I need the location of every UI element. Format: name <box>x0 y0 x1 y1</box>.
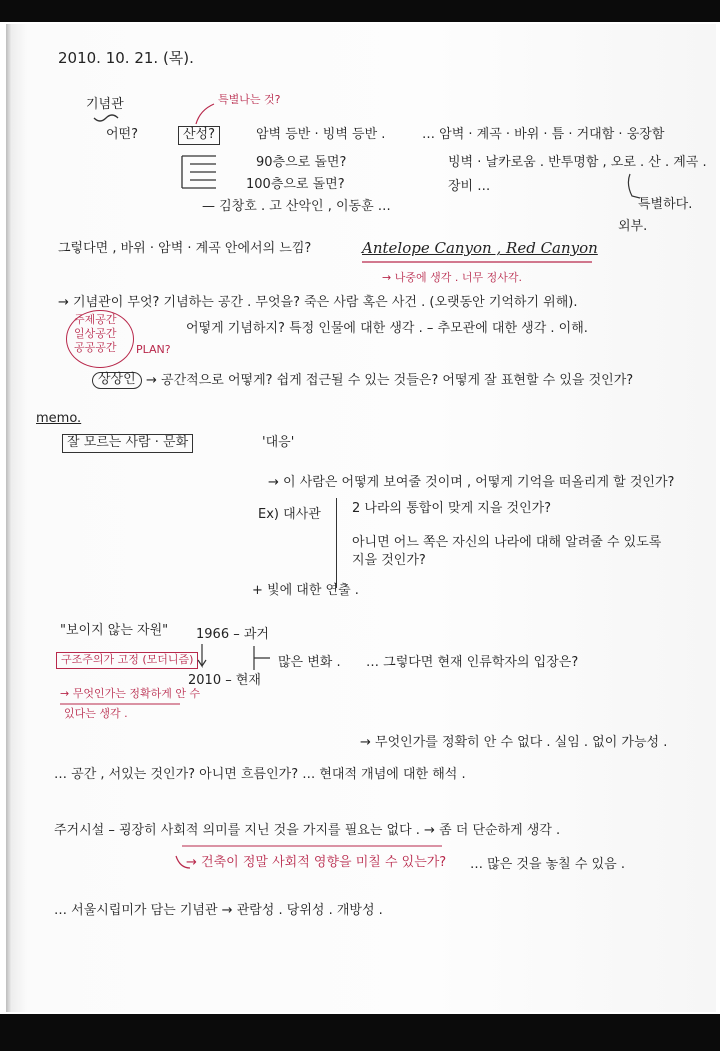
person-question: → 이 사람은 어떻게 보여줄 것이며 , 어떻게 기억을 떠올리게 할 것인가? <box>268 475 675 490</box>
sanseo-box: 산성? <box>178 126 220 145</box>
year-1966: 1966 – 과거 <box>196 627 269 642</box>
memo-heading: memo. <box>36 411 82 426</box>
list-right-line: … 암벽 · 계곡 · 바위 · 틈 · 거대함 · 웅장함 <box>422 127 665 142</box>
then-question: … 그렇다면 현재 인류학자의 입장은? <box>366 655 579 670</box>
paren-note: '대응' <box>262 435 295 450</box>
ex-line: 아니면 어느 쪽은 자신의 나라에 대해 알려줄 수 있도록 <box>352 535 662 550</box>
conclusion-line: → 무엇인가를 정확히 안 수 없다 . 실임 . 없이 가능성 . <box>360 735 668 750</box>
list-left-item: 100층으로 돌면? <box>246 177 345 192</box>
jugeo-line: 주거시설 – 굉장히 사회적 의미를 지닌 것을 가지를 필요는 없다 . → 좀 더 단순하게 생각 . <box>54 823 561 838</box>
jugeo-red-line: → 건축이 정말 사회적 영향을 미칠 수 있는가? <box>186 855 447 870</box>
special-note: 특별하다. <box>638 197 693 212</box>
notebook-page <box>6 24 716 1012</box>
space-question: → 공간적으로 어떻게? 쉽게 접근될 수 있는 것들은? 어떻게 잘 표현할 수 있을 것인가? <box>146 373 634 388</box>
eotteon-label: 어떤? <box>106 127 139 142</box>
ex-line: 지을 것인가? <box>352 553 426 568</box>
red-note-structuralism: 구조주의가 고정 (모더니즘) <box>56 652 198 669</box>
boxed-people-culture: 잘 모르는 사람 · 문화 <box>62 434 193 453</box>
red-note-line: → 무엇인가는 정확하게 안 수 <box>60 687 201 700</box>
ex-line: 2 나라의 통합이 맞게 지을 것인가? <box>352 501 552 516</box>
top-frame-bar <box>0 0 720 22</box>
list-right-line: 장비 … <box>448 179 491 194</box>
bottom-frame-bar <box>0 1014 720 1051</box>
year-2010: 2010 – 현재 <box>188 673 261 688</box>
antelope-title: Antelope Canyon , Red Canyon <box>362 239 598 257</box>
circle-item: 주제공간 <box>74 313 117 326</box>
sangsangin-circle: 상상인 <box>92 372 142 389</box>
space-line: … 공간 , 서있는 것인가? 아니면 흐름인가? … 현대적 개념에 대한 해석 . <box>54 767 466 782</box>
antelope-red-note: → 나중에 생각 . 너무 정사각. <box>382 271 522 284</box>
light-note: + 빛에 대한 연출 . <box>252 583 359 598</box>
list-left-note: — 김창호 . 고 산악인 , 이동훈 … <box>202 199 391 214</box>
waebu-note: 외부. <box>618 219 648 234</box>
change-note: 많은 변화 . <box>278 655 341 670</box>
final-line: … 서울시립미가 담는 기념관 → 관람성 . 당위성 . 개방성 . <box>54 903 383 918</box>
memorial-definition: → 기념관이 무엇? 기념하는 공간 . 무엇을? 죽은 사람 혹은 사건 . (오랫동안 기억하기 위해). <box>58 295 578 310</box>
circle-item: 공공공간 <box>74 341 117 354</box>
date-header: 2010. 10. 21. (목). <box>58 49 194 67</box>
circle-item: 일상공간 <box>74 327 117 340</box>
kinyeomgwan-label: 기념관 <box>86 97 124 112</box>
plan-note: PLAN? <box>136 343 171 356</box>
list-left-item: 암벽 등반 · 빙벽 등반 . <box>256 127 386 142</box>
nature-question: 그렇다면 , 바위 · 암벽 · 계곡 안에서의 느낌? <box>58 241 312 256</box>
ex-label: Ex) 대사관 <box>258 507 321 522</box>
top-red-note: 특별나는 것? <box>218 93 281 106</box>
list-left-item: 90층으로 돌면? <box>256 155 347 170</box>
invisible-resource: "보이지 않는 자원" <box>60 623 169 638</box>
list-right-line: 빙벽 · 날카로움 . 반투명함 , 오로 . 산 . 계곡 . <box>448 155 707 170</box>
red-note-line: 있다는 생각 . <box>64 707 128 720</box>
pen-strokes <box>6 24 716 1012</box>
memorial-how: 어떻게 기념하지? 특정 인물에 대한 생각 . – 추모관에 대한 생각 . 이해. <box>186 321 588 336</box>
jugeo-end: … 많은 것을 놓칠 수 있음 . <box>470 857 625 872</box>
